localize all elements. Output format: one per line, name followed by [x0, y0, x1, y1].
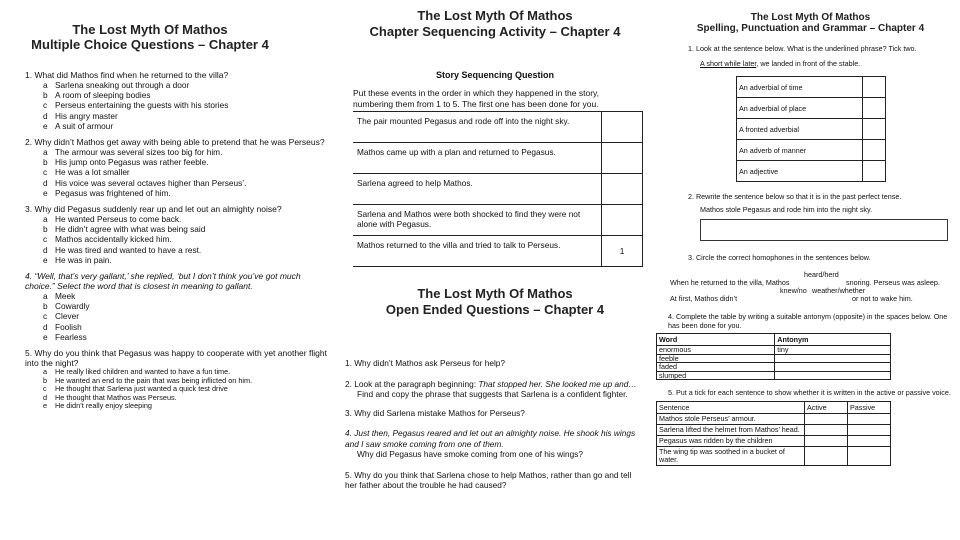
- spag-q1-row: [737, 77, 886, 98]
- spag-q4-word: slumped: [657, 371, 775, 380]
- mcq-option[interactable]: [25, 402, 330, 411]
- spag-q5-row: [657, 436, 891, 447]
- mcq-option-text: Perseus entertaining the guests with his stories: [55, 100, 229, 111]
- spag-q1-option: A fronted adverbial: [737, 119, 863, 140]
- mcq-option[interactable]: [25, 245, 330, 255]
- mcq-option-letter: b: [43, 375, 48, 385]
- seq-instruction: Put these events in the order in which they happened in the story, numbering them from 1 to 5. The first one has been done for you.: [353, 88, 600, 109]
- spag-title: The Lost Myth Of Mathos Spelling, Punctuation and Grammar – Chapter 4: [696, 12, 925, 34]
- mcq-option-text: A suit of armour: [55, 120, 114, 131]
- spag-q4-row: [657, 371, 891, 380]
- spag-q1-row: [737, 161, 886, 182]
- spag-q4-row: [657, 363, 891, 372]
- mcq-option-letter: d: [43, 392, 48, 402]
- mcq-option[interactable]: [25, 322, 330, 332]
- spag-q4-word: enormous: [657, 346, 775, 355]
- spag-q5-sentence: Pegasus was ridden by the children: [657, 436, 805, 447]
- seq-panel: [345, 8, 645, 267]
- seq-event-text: Sarlena and Mathos were both shocked to find they were not alone with Pegasus.: [353, 205, 602, 236]
- tick-box[interactable]: [848, 447, 891, 466]
- mcq-question-text: 4. “Well, that’s very gallant,’ she replied, ‘but I don’t think you’ve got much choice.” Select the word that is closest in meaning to gallant.: [25, 271, 301, 292]
- spag-q1-table: [736, 76, 886, 182]
- mcq-option-text: Pegasus was frightened of him.: [55, 187, 171, 198]
- spag-q4-header: Word: [657, 334, 775, 346]
- mcq-option-text: He wanted Perseus to come back.: [55, 214, 182, 225]
- spag-q2-answer-box[interactable]: [700, 219, 948, 241]
- spag-q1-option: An adverbial of place: [737, 98, 863, 119]
- mcq-option-text: He was tired and wanted to have a rest.: [55, 244, 202, 255]
- mcq-option[interactable]: [25, 178, 330, 188]
- tick-box[interactable]: [863, 161, 886, 182]
- mcq-question-list: [25, 70, 330, 411]
- mcq-option[interactable]: [25, 167, 330, 177]
- mcq-option-letter: e: [43, 187, 48, 198]
- mcq-option-letter: a: [43, 291, 48, 302]
- spag-q1-option: An adverb of manner: [737, 140, 863, 161]
- mcq-question: [25, 271, 330, 342]
- seq-number-box[interactable]: [602, 174, 643, 205]
- spag-q5-sentence: The wing tip was soothed in a bucket of water.: [657, 447, 805, 466]
- spag-q3-opt1[interactable]: heard/herd: [804, 270, 839, 279]
- open-q2b: That stopped her. She looked me up and…: [478, 378, 637, 389]
- mcq-option-letter: c: [43, 100, 48, 111]
- spag-q4-antonym[interactable]: [775, 354, 891, 363]
- mcq-question-text: 3. Why did Pegasus suddenly rear up and let out an almighty noise?: [25, 204, 282, 215]
- mcq-option[interactable]: [25, 80, 330, 90]
- mcq-option-text: He thought that Sarlena just wanted a quick test drive: [55, 384, 228, 394]
- spag-q5-table: [656, 401, 891, 466]
- tick-box[interactable]: [805, 436, 848, 447]
- spag-q4-row: [657, 346, 891, 355]
- open-q4a: 4. Just then, Pegasus reared and let out an almighty noise. He shook his wings and I saw smoke coming from one of them.: [345, 428, 636, 449]
- mcq-question-text: 5. Why do you think that Pegasus was happy to cooperate with yet another flight into the night?: [25, 348, 327, 369]
- mcq-option-letter: a: [43, 147, 48, 158]
- tick-box[interactable]: [863, 140, 886, 161]
- seq-number-box[interactable]: 1: [602, 236, 643, 267]
- mcq-option-text: He thought that Mathos was Perseus.: [55, 392, 177, 402]
- tick-box[interactable]: [805, 425, 848, 436]
- mcq-option-text: Sarlena sneaking out through a door: [55, 80, 190, 90]
- mcq-option-text: He didn’t really enjoy sleeping: [55, 401, 152, 411]
- tick-box[interactable]: [863, 77, 886, 98]
- mcq-option-text: A room of sleeping bodies: [55, 90, 151, 101]
- spag-q1-sentence: A short while later, we landed in front of the stable.: [700, 59, 861, 68]
- open-q4b: Why did Pegasus have smoke coming from one of his wings?: [357, 449, 583, 459]
- mcq-option-text: He was in pain.: [55, 254, 112, 265]
- mcq-option[interactable]: [25, 100, 330, 110]
- spag-q5-row: [657, 425, 891, 436]
- mcq-option[interactable]: [25, 234, 330, 244]
- mcq-option-letter: d: [43, 244, 48, 255]
- tick-box[interactable]: [848, 414, 891, 425]
- seq-event-text: The pair mounted Pegasus and rode off into the night sky.: [353, 112, 602, 143]
- seq-number-box[interactable]: [602, 143, 643, 174]
- mcq-option[interactable]: [25, 147, 330, 157]
- spag-q1-row: [737, 140, 886, 161]
- open-title: The Lost Myth Of Mathos Open Ended Questions – Chapter 4: [385, 286, 605, 317]
- mcq-option-text: His voice was several octaves higher than Perseus’.: [55, 177, 247, 188]
- mcq-option-text: His jump onto Pegasus was rather feeble.: [55, 157, 209, 168]
- open-q3: 3. Why did Sarlena mistake Mathos for Perseus?: [345, 407, 525, 418]
- tick-box[interactable]: [848, 425, 891, 436]
- spag-q1-row: [737, 98, 886, 119]
- spag-q2: 2. Rewrite the sentence below so that it is in the past perfect tense.: [688, 192, 902, 201]
- mcq-option-letter: a: [43, 80, 48, 90]
- spag-q3-line1b: snoring. Perseus was asleep.: [846, 278, 940, 287]
- spag-q2-sentence: Mathos stole Pegasus and rode him into the night sky.: [700, 205, 873, 214]
- spag-q5-row: [657, 447, 891, 466]
- mcq-option-letter: b: [43, 301, 48, 312]
- mcq-option[interactable]: [25, 291, 330, 301]
- mcq-option-text: Foolish: [55, 321, 82, 332]
- mcq-option[interactable]: [25, 224, 330, 234]
- mcq-option-letter: c: [43, 384, 47, 394]
- mcq-question: [25, 348, 330, 411]
- tick-box[interactable]: [863, 119, 886, 140]
- mcq-option-letter: b: [43, 157, 48, 168]
- mcq-option-letter: e: [43, 254, 48, 265]
- mcq-option[interactable]: [25, 311, 330, 321]
- spag-q3-line2b: or not to wake him.: [852, 294, 913, 303]
- mcq-option[interactable]: [25, 121, 330, 131]
- tick-box[interactable]: [863, 98, 886, 119]
- spag-q3-line1a: When he returned to the villa, Mathos: [670, 278, 790, 287]
- mcq-option-letter: d: [43, 321, 48, 332]
- spag-q5-header: Sentence: [657, 402, 805, 414]
- seq-event-text: Mathos returned to the villa and tried to talk to Perseus.: [353, 236, 602, 267]
- mcq-option-text: He wanted an end to the pain that was being inflicted on him.: [55, 375, 253, 385]
- mcq-option-letter: b: [43, 90, 48, 101]
- open-q2c: Find and copy the phrase that suggests that Sarlena is a confident fighter.: [357, 389, 628, 399]
- spag-q5-row: [657, 414, 891, 425]
- spag-q3-line2a: At first, Mathos didn’t: [670, 294, 738, 303]
- mcq-option-text: Cowardly: [55, 301, 90, 312]
- spag-q3-opt2[interactable]: knew/no: [780, 286, 807, 295]
- seq-subtitle: Story Sequencing Question: [435, 70, 554, 80]
- mcq-option-letter: c: [43, 311, 48, 322]
- mcq-option[interactable]: [25, 301, 330, 311]
- mcq-option-text: Mathos accidentally kicked him.: [55, 234, 172, 245]
- mcq-option-text: Fearless: [55, 331, 87, 342]
- mcq-option-letter: b: [43, 224, 48, 235]
- spag-panel: [659, 12, 953, 466]
- mcq-option-letter: d: [43, 177, 48, 188]
- mcq-option-letter: d: [43, 110, 48, 121]
- seq-row: [353, 143, 643, 174]
- spag-q4-antonym[interactable]: [775, 363, 891, 372]
- mcq-question-text: 2. Why didn’t Mathos get away with being able to pretend that he was Perseus?: [25, 137, 325, 148]
- seq-event-text: Sarlena agreed to help Mathos.: [353, 174, 602, 205]
- seq-event-text: Mathos came up with a plan and returned to Pegasus.: [353, 143, 602, 174]
- tick-box[interactable]: [805, 414, 848, 425]
- open-panel: [345, 286, 645, 491]
- mcq-option-letter: a: [43, 367, 48, 377]
- spag-q4-antonym[interactable]: tiny: [775, 346, 891, 355]
- mcq-option-letter: c: [43, 167, 48, 178]
- mcq-option[interactable]: [25, 188, 330, 198]
- mcq-option[interactable]: [25, 90, 330, 100]
- open-q2a: 2. Look at the paragraph beginning:: [345, 378, 477, 389]
- mcq-panel: [25, 22, 330, 417]
- mcq-question-text: 1. What did Mathos find when he returned to the villa?: [25, 70, 229, 80]
- seq-table: [353, 111, 643, 267]
- spag-q1-row: [737, 119, 886, 140]
- spag-q4-header: Antonym: [775, 334, 891, 346]
- spag-q4-antonym[interactable]: [775, 371, 891, 380]
- mcq-option-text: His angry master: [55, 110, 118, 121]
- mcq-option-text: He didn’t agree with what was being said: [55, 224, 206, 235]
- spag-q5: 5. Put a tick for each sentence to show whether it is written in the active or passive voice.: [668, 388, 951, 397]
- mcq-option-text: The armour was several sizes too big for him.: [55, 147, 223, 158]
- spag-q4-table: [656, 333, 891, 380]
- mcq-question: [25, 204, 330, 265]
- spag-q1: 1. Look at the sentence below. What is the underlined phrase? Tick two.: [688, 44, 917, 53]
- spag-q5-header: Passive: [848, 402, 891, 414]
- tick-box[interactable]: [848, 436, 891, 447]
- seq-number-box[interactable]: [602, 112, 643, 143]
- mcq-option-letter: a: [43, 214, 48, 225]
- mcq-option-letter: c: [43, 234, 48, 245]
- seq-row: [353, 174, 643, 205]
- mcq-option[interactable]: [25, 157, 330, 167]
- open-q1: 1. Why didn’t Mathos ask Perseus for help?: [345, 358, 506, 368]
- spag-q4-row: [657, 354, 891, 363]
- seq-title: The Lost Myth Of Mathos Chapter Sequencing Activity – Chapter 4: [369, 8, 621, 39]
- spag-q4-word: faded: [657, 363, 775, 372]
- mcq-title: The Lost Myth Of Mathos Multiple Choice Questions – Chapter 4: [31, 22, 269, 52]
- mcq-question: [25, 70, 330, 131]
- mcq-option-text: He really liked children and wanted to have a fun time.: [55, 367, 231, 377]
- spag-q5-header: Active: [805, 402, 848, 414]
- mcq-option-letter: e: [43, 120, 48, 131]
- mcq-option-text: He was a lot smaller: [55, 167, 130, 178]
- mcq-option-letter: e: [43, 331, 48, 342]
- open-q5: 5. Why do you think that Sarlena chose to help Mathos, rather than go and tell her father about the trouble he had caused?: [345, 469, 632, 490]
- spag-q4: 4. Complete the table by writing a suitable antonym (opposite) in the spaces below. One has been done for you.: [668, 312, 948, 330]
- mcq-option[interactable]: [25, 332, 330, 342]
- seq-row: [353, 112, 643, 143]
- mcq-option[interactable]: [25, 111, 330, 121]
- spag-q3-opt3[interactable]: weather/whether: [812, 286, 866, 295]
- seq-row: [353, 236, 643, 267]
- seq-number-box[interactable]: [602, 205, 643, 236]
- mcq-question: [25, 137, 330, 198]
- mcq-option[interactable]: [25, 255, 330, 265]
- mcq-option-text: Meek: [55, 291, 76, 302]
- mcq-option-letter: e: [43, 401, 48, 411]
- spag-q1-option: An adverbial of time: [737, 77, 863, 98]
- tick-box[interactable]: [805, 447, 848, 466]
- spag-q1-option: An adjective: [737, 161, 863, 182]
- mcq-option-text: Clever: [55, 311, 79, 322]
- spag-q4-word: feeble: [657, 354, 775, 363]
- spag-q5-sentence: Sarlena lifted the helmet from Mathos’ head.: [657, 425, 805, 436]
- spag-q3: 3. Circle the correct homophones in the sentences below.: [688, 253, 871, 262]
- spag-q5-sentence: Mathos stole Perseus’ armour.: [657, 414, 805, 425]
- seq-row: [353, 205, 643, 236]
- mcq-option[interactable]: [25, 214, 330, 224]
